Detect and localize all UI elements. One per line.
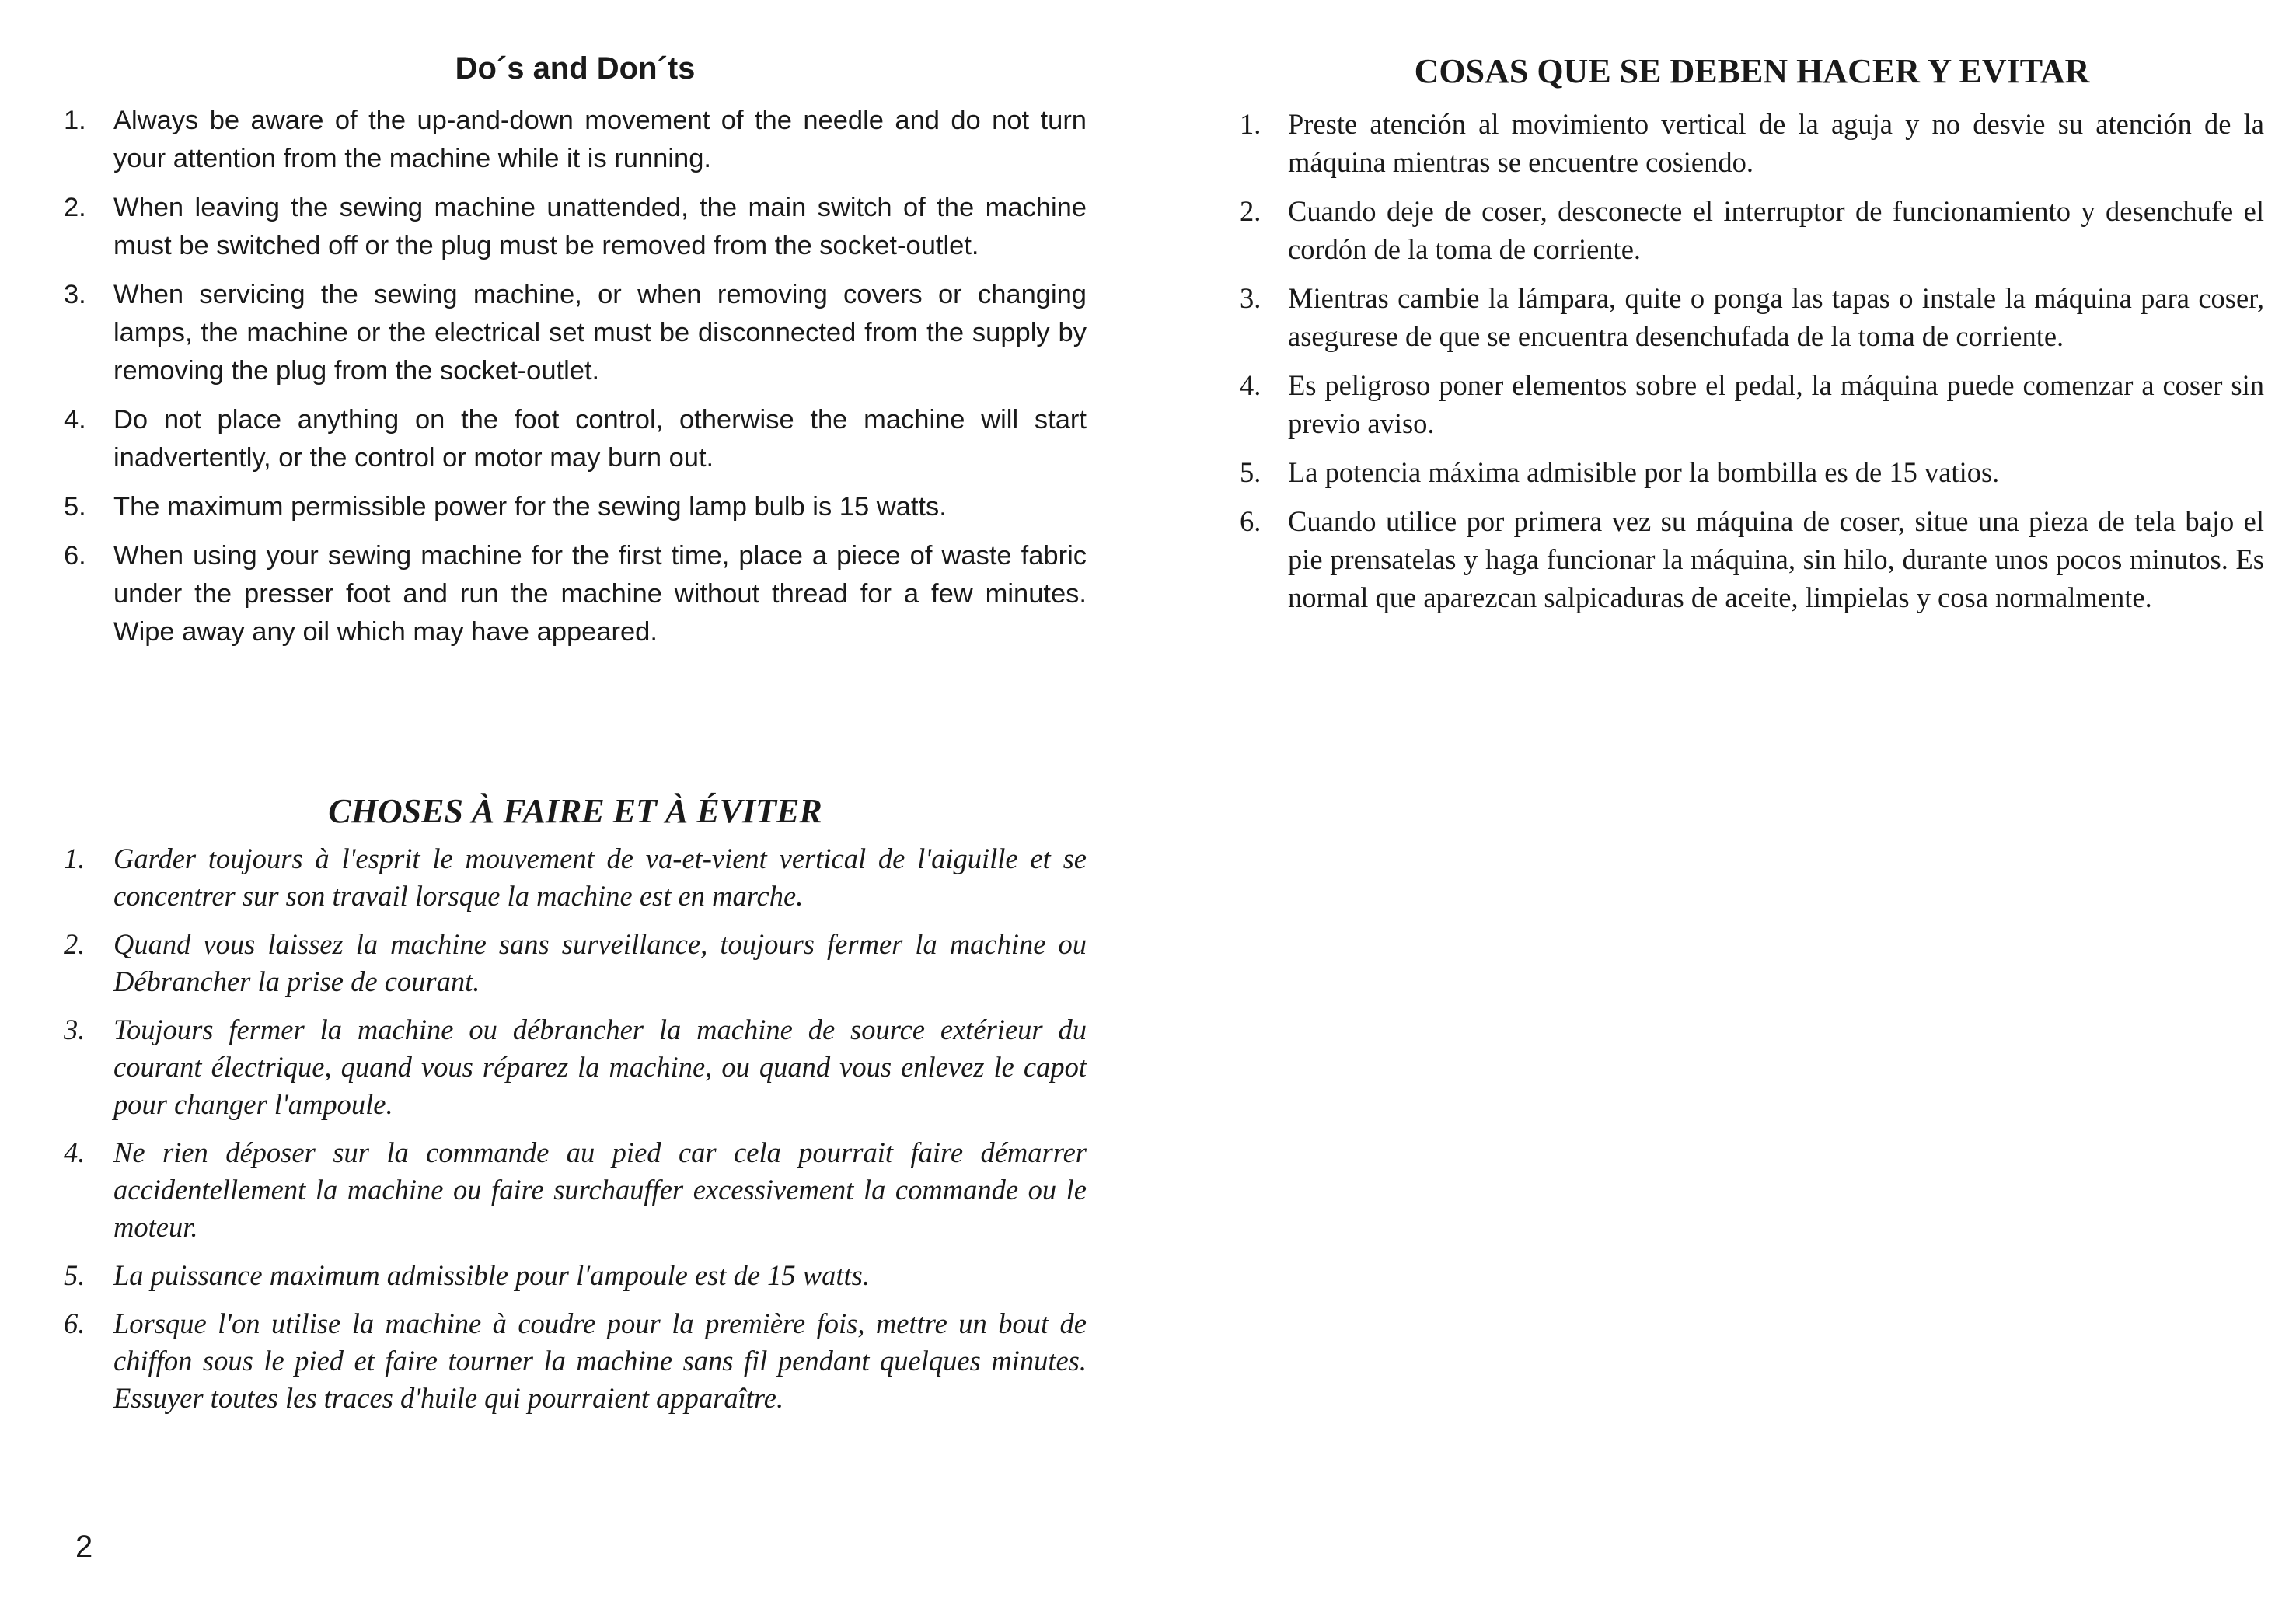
item-number: 3. xyxy=(64,280,86,309)
item-text: Toujours fermer la machine ou débrancher la machine de source extérieur du courant électrique, quand vous réparez la machine, ou quand vous enlevez le capot pour changer l'ampoule. xyxy=(113,1014,1087,1120)
item-text: Preste atención al movimiento vertical de la aguja y no desvie su atención de la máquina mientras se encuentre cosiendo. xyxy=(1288,108,2264,178)
list-item xyxy=(1240,453,2264,491)
item-number: 6. xyxy=(64,1307,85,1339)
list-item xyxy=(64,189,1087,265)
item-text: La potencia máxima admisible por la bombilla es de 15 vatios. xyxy=(1288,456,2000,488)
item-number: 3. xyxy=(1240,282,1261,314)
spanish-list xyxy=(1240,105,2264,616)
item-number: 3. xyxy=(64,1014,85,1045)
item-number: 1. xyxy=(64,106,86,135)
item-text: Cuando deje de coser, desconecte el interruptor de funcionamiento y desenchufe el cordón de la toma de corriente. xyxy=(1288,195,2264,265)
item-text: When servicing the sewing machine, or when removing covers or changing lamps, the machine or the electrical set must be disconnected from the supply by removing the plug from the socket-outlet. xyxy=(113,280,1087,386)
item-number: 6. xyxy=(1240,505,1261,537)
item-number: 5. xyxy=(64,1259,85,1291)
item-text: Ne rien déposer sur la commande au pied car cela pourrait faire démarrer accidentellement la machine ou faire surchauffer excessivement la commande ou le moteur. xyxy=(113,1136,1087,1243)
list-item xyxy=(1240,366,2264,442)
item-text: La puissance maximum admissible pour l'ampoule est de 15 watts. xyxy=(113,1259,870,1291)
item-text: Es peligroso poner elementos sobre el pedal, la máquina puede comenzar a coser sin previo aviso. xyxy=(1288,369,2264,439)
list-item xyxy=(1240,105,2264,181)
list-item xyxy=(1240,502,2264,616)
french-list xyxy=(64,840,1087,1417)
item-number: 2. xyxy=(1240,195,1261,227)
item-text: Do not place anything on the foot control, otherwise the machine will start inadvertently, or the control or motor may burn out. xyxy=(113,405,1087,473)
item-text: Mientras cambie la lámpara, quite o ponga las tapas o instale la máquina para coser, asegurese de que se encuentra desenchufada de la toma de corriente. xyxy=(1288,282,2264,352)
item-number: 1. xyxy=(64,843,85,874)
item-text: Cuando utilice por primera vez su máquina de coser, situe una pieza de tela bajo el pie prensatelas y haga funcionar la máquina, sin hilo, durante unos pocos minutos. Es normal que aparezcan salpicaduras de aceite, limpielas y cosa normalmente. xyxy=(1288,505,2264,613)
item-number: 6. xyxy=(64,541,86,571)
list-item xyxy=(64,1257,1087,1294)
item-text: The maximum permissible power for the sewing lamp bulb is 15 watts. xyxy=(113,492,947,522)
spanish-section xyxy=(1240,51,2264,627)
list-item xyxy=(64,537,1087,651)
list-item xyxy=(64,840,1087,915)
item-number: 2. xyxy=(64,193,86,222)
spanish-heading: COSAS QUE SE DEBEN HACER Y EVITAR xyxy=(1414,52,2090,90)
list-item xyxy=(64,488,1087,526)
list-item xyxy=(64,102,1087,178)
list-item xyxy=(1240,192,2264,268)
list-item xyxy=(64,1305,1087,1417)
item-number: 4. xyxy=(64,1136,85,1168)
item-number: 1. xyxy=(1240,108,1261,140)
french-section xyxy=(64,791,1087,1428)
item-text: When leaving the sewing machine unattended, the main switch of the machine must be switched off or the plug must be removed from the socket-outlet. xyxy=(113,193,1087,260)
english-list xyxy=(64,102,1087,651)
list-item xyxy=(64,276,1087,390)
item-text: Garder toujours à l'esprit le mouvement de va-et-vient vertical de l'aiguille et se concentrer sur son travail lorsque la machine est en marche. xyxy=(113,843,1087,912)
item-number: 5. xyxy=(1240,456,1261,488)
list-item xyxy=(1240,279,2264,355)
item-number: 2. xyxy=(64,928,85,960)
list-item xyxy=(64,401,1087,477)
english-section xyxy=(64,51,1087,662)
list-item xyxy=(64,926,1087,1000)
item-text: Lorsque l'on utilise la machine à coudre pour la première fois, mettre un bout de chiffon sous le pied et faire tourner la machine sans fil pendant quelques minutes. Essuyer toutes les traces d'huile qui pourraient apparaître. xyxy=(113,1307,1087,1414)
item-number: 5. xyxy=(64,492,86,522)
page-number: 2 xyxy=(75,1530,93,1564)
item-text: Always be aware of the up-and-down movement of the needle and do not turn your attention from the machine while it is running. xyxy=(113,106,1087,173)
item-text: Quand vous laissez la machine sans surveillance, toujours fermer la machine ou Débrancher la prise de courant. xyxy=(113,928,1087,997)
french-heading: CHOSES À FAIRE ET À ÉVITER xyxy=(328,792,822,830)
item-number: 4. xyxy=(1240,369,1261,401)
english-heading: Do´s and Don´ts xyxy=(455,51,696,86)
list-item xyxy=(64,1134,1087,1246)
item-text: When using your sewing machine for the first time, place a piece of waste fabric under the presser foot and run the machine without thread for a few minutes. Wipe away any oil which may have appeared. xyxy=(113,541,1087,647)
item-number: 4. xyxy=(64,405,86,435)
list-item xyxy=(64,1011,1087,1123)
